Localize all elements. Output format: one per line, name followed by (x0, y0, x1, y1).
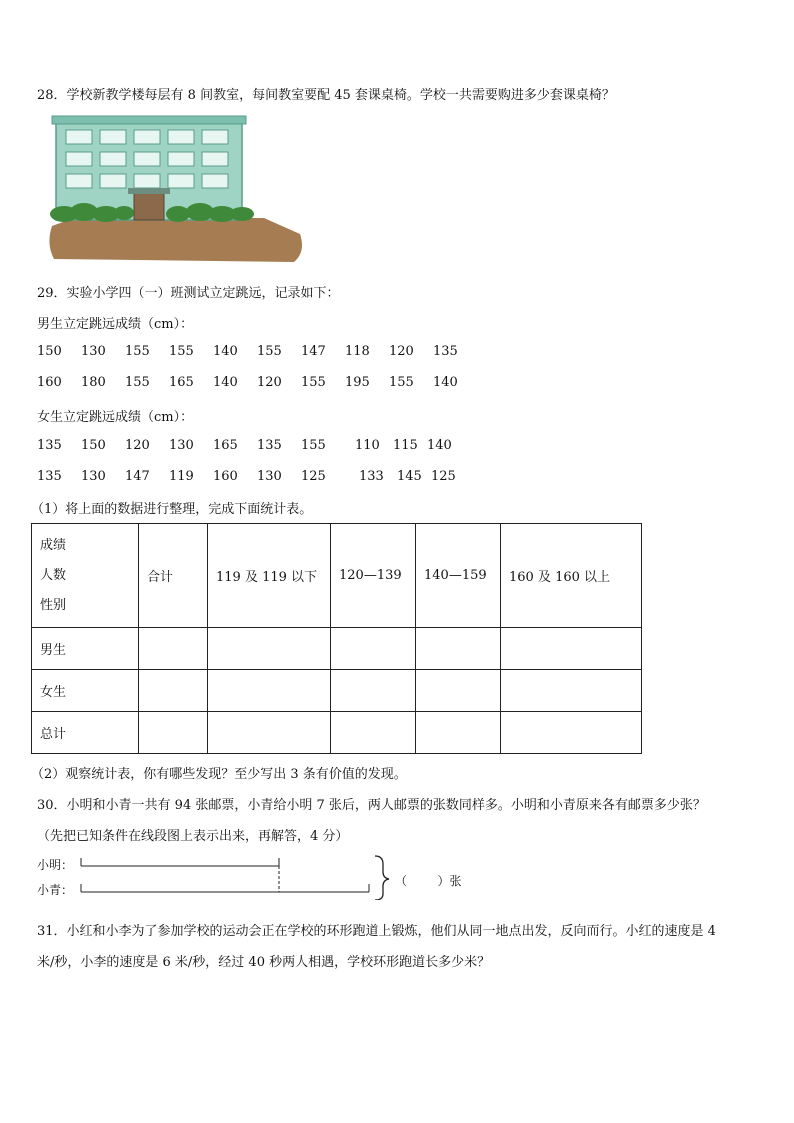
score-cell: 140 (213, 344, 238, 359)
corner-label-score: 成绩 (40, 537, 67, 553)
score-cell: 125 (431, 469, 456, 484)
boys-scores-label: 男生立定跳远成绩（cm）： (37, 317, 194, 332)
header-160-and-above: 160 及 160 以上 (501, 524, 642, 628)
girls-scores-row-1 (37, 438, 467, 453)
score-cell: 135 (257, 438, 282, 453)
label-xiaoming: 小明： (37, 858, 74, 872)
score-cell: 119 (169, 469, 194, 484)
answer-cell[interactable] (501, 712, 642, 754)
table-row (32, 670, 642, 712)
statistics-table (31, 523, 642, 754)
header-total: 合计 (139, 524, 208, 628)
answer-cell[interactable] (331, 712, 416, 754)
corner-label-gender: 性别 (40, 597, 67, 613)
answer-cell[interactable] (208, 712, 331, 754)
answer-cell[interactable] (331, 670, 416, 712)
score-cell: 120 (389, 344, 414, 359)
girls-scores-row-2 (37, 469, 471, 484)
label-xiaoqing: 小青： (37, 883, 74, 897)
boys-scores-row-2 (37, 375, 473, 390)
answer-cell[interactable] (501, 670, 642, 712)
score-cell: 135 (37, 469, 62, 484)
answer-cell[interactable] (208, 628, 331, 670)
answer-cell[interactable] (139, 670, 208, 712)
table-corner-header (32, 524, 139, 628)
score-cell: 195 (345, 375, 370, 390)
question-31-line-1: 31．小红和小李为了参加学校的运动会正在学校的环形跑道上锻炼，他们从同一地点出发，反向而行。小红的速度是 4 (37, 924, 716, 939)
question-31-line-2: 米/秒，小李的速度是 6 米/秒，经过 40 秒两人相遇，学校环形跑道长多少米？ (37, 955, 491, 970)
score-cell: 155 (169, 344, 194, 359)
answer-cell[interactable] (208, 670, 331, 712)
score-cell: 155 (125, 375, 150, 390)
corner-label-count: 人数 (40, 567, 67, 583)
question-29-part-2: （2）观察统计表，你有哪些发现？至少写出 3 条有价值的发现。 (31, 767, 407, 782)
score-cell: 130 (169, 438, 194, 453)
header-120-139: 120—139 (331, 524, 416, 628)
row-label-boys: 男生 (32, 628, 139, 670)
question-29-part-1: （1）将上面的数据进行整理，完成下面统计表。 (31, 502, 313, 517)
score-cell: 180 (81, 375, 106, 390)
score-cell: 147 (125, 469, 150, 484)
table-row (32, 628, 642, 670)
score-cell: 155 (301, 438, 326, 453)
score-cell: 110 (355, 438, 380, 453)
answer-cell[interactable] (416, 628, 501, 670)
score-cell: 135 (433, 344, 458, 359)
answer-cell[interactable] (139, 628, 208, 670)
score-cell: 145 (397, 469, 422, 484)
answer-blank: （ ）张 (395, 874, 462, 888)
score-cell: 160 (213, 469, 238, 484)
line-segment-diagram (37, 848, 517, 900)
school-building-illustration (44, 114, 306, 264)
score-cell: 115 (393, 438, 418, 453)
question-30-hint: （先把已知条件在线段图上表示出来，再解答，4 分） (37, 829, 349, 844)
answer-cell[interactable] (416, 670, 501, 712)
score-cell: 155 (389, 375, 414, 390)
score-cell: 130 (81, 344, 106, 359)
answer-cell[interactable] (416, 712, 501, 754)
girls-scores-label: 女生立定跳远成绩（cm）： (37, 410, 194, 425)
score-cell: 150 (81, 438, 106, 453)
score-cell: 165 (213, 438, 238, 453)
score-cell: 140 (433, 375, 458, 390)
question-29-intro: 29．实验小学四（一）班测试立定跳远，记录如下： (37, 286, 340, 301)
score-cell: 120 (125, 438, 150, 453)
score-cell: 155 (257, 344, 282, 359)
row-label-girls: 女生 (32, 670, 139, 712)
question-30-text: 30．小明和小青一共有 94 张邮票，小青给小明 7 张后，两人邮票的张数同样多。小明和小青原来各有邮票多少张？ (37, 798, 706, 813)
answer-cell[interactable] (331, 628, 416, 670)
header-140-159: 140—159 (416, 524, 501, 628)
boys-scores-row-1 (37, 344, 473, 359)
score-cell: 135 (37, 438, 62, 453)
score-cell: 120 (257, 375, 282, 390)
score-cell: 155 (301, 375, 326, 390)
table-row (32, 712, 642, 754)
score-cell: 147 (301, 344, 326, 359)
score-cell: 140 (213, 375, 238, 390)
header-119-and-below: 119 及 119 以下 (208, 524, 331, 628)
score-cell: 125 (301, 469, 326, 484)
score-cell: 155 (125, 344, 150, 359)
score-cell: 133 (359, 469, 384, 484)
answer-cell[interactable] (139, 712, 208, 754)
score-cell: 140 (427, 438, 452, 453)
score-cell: 130 (257, 469, 282, 484)
score-cell: 160 (37, 375, 62, 390)
row-label-total: 总计 (32, 712, 139, 754)
score-cell: 130 (81, 469, 106, 484)
question-28-text: 28．学校新教学楼每层有 8 间教室，每间教室要配 45 套课桌椅。学校一共需要购进多少套课桌椅？ (37, 88, 615, 103)
answer-cell[interactable] (501, 628, 642, 670)
score-cell: 150 (37, 344, 62, 359)
score-cell: 118 (345, 344, 370, 359)
score-cell: 165 (169, 375, 194, 390)
